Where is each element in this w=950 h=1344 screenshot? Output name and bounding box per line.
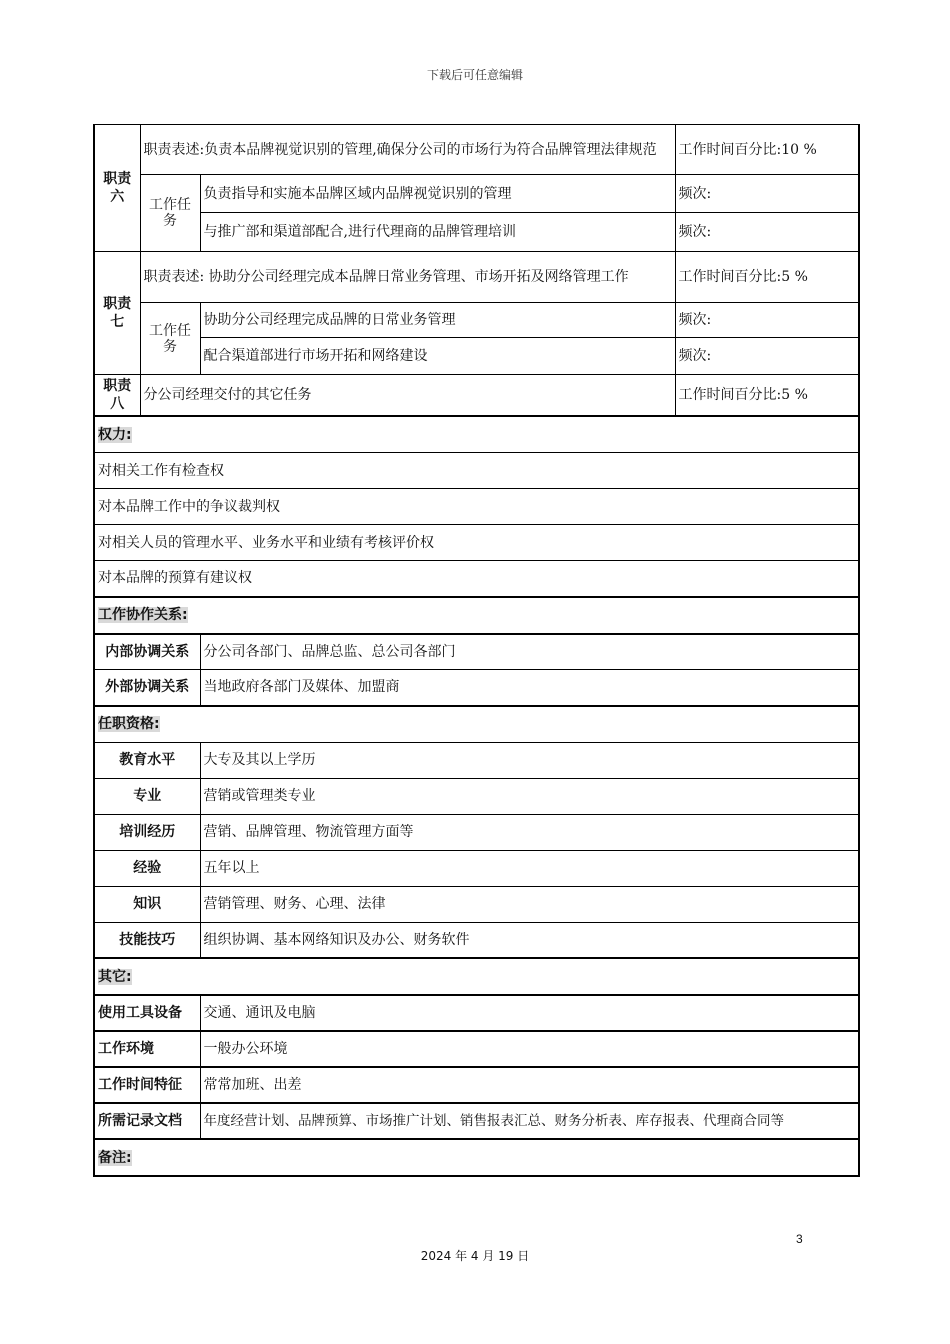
- relation-value-internal: 分公司各部门、品牌总监、总公司各部门: [200, 634, 859, 670]
- other-value-environment: 一般办公环境: [200, 1031, 859, 1067]
- qualification-value-experience: 五年以上: [200, 850, 859, 886]
- qualification-row: [94, 886, 859, 922]
- relation-label-internal: 内部协调关系: [94, 634, 200, 670]
- authority-item-4: 对本品牌的预算有建议权: [94, 561, 859, 597]
- duty-8-description: 分公司经理交付的其它任务: [140, 375, 675, 417]
- authority-title: 权力:: [98, 426, 132, 443]
- qualification-value-education: 大专及其以上学历: [200, 742, 859, 778]
- duty-7-description-row: [94, 252, 859, 303]
- qualifications-title: 任职资格:: [98, 716, 160, 732]
- qualification-label-training: 培训经历: [94, 814, 200, 850]
- qualification-row: [94, 850, 859, 886]
- qualification-row: [94, 814, 859, 850]
- authority-row: [94, 561, 859, 597]
- duty-6-task-label: 工作任务: [140, 175, 200, 252]
- other-row: [94, 995, 859, 1031]
- other-label-documents: 所需记录文档: [94, 1103, 200, 1139]
- other-value-documents: 年度经营计划、品牌预算、市场推广计划、销售报表汇总、财务分析表、库存报表、代理商合同等: [200, 1103, 859, 1139]
- duty-7-description: 职责表述: 协助分公司经理完成本品牌日常业务管理、市场开拓及网络管理工作: [140, 252, 675, 303]
- qualification-label-knowledge: 知识: [94, 886, 200, 922]
- duty-7-task-2: 配合渠道部进行市场开拓和网络建设: [200, 338, 675, 375]
- qualifications-section-header: [94, 706, 859, 743]
- authority-item-1: 对相关工作有检查权: [94, 453, 859, 489]
- duty-7-task-1: 协助分公司经理完成品牌的日常业务管理: [200, 303, 675, 338]
- duty-7-task-label: 工作任务: [140, 303, 200, 375]
- duty-6-task-2-freq: 频次:: [675, 213, 859, 252]
- others-title: 其它:: [98, 968, 132, 985]
- authority-row: [94, 525, 859, 561]
- other-label-tools: 使用工具设备: [94, 995, 200, 1031]
- qualification-value-knowledge: 营销管理、财务、心理、法律: [200, 886, 859, 922]
- relations-section-header: [94, 597, 859, 634]
- duty-7-task-row: [94, 303, 859, 338]
- duty-6-label: 职责六: [94, 125, 140, 252]
- other-label-hours: 工作时间特征: [94, 1067, 200, 1103]
- other-row: [94, 1031, 859, 1067]
- duty-6-task-2: 与推广部和渠道部配合,进行代理商的品牌管理培训: [200, 213, 675, 252]
- duty-7-percent: 工作时间百分比:5 %: [675, 252, 859, 303]
- duty-6-description-row: [94, 125, 859, 175]
- other-label-environment: 工作环境: [94, 1031, 200, 1067]
- duty-6-task-1-freq: 频次:: [675, 175, 859, 213]
- other-value-hours: 常常加班、出差: [200, 1067, 859, 1103]
- authority-row: [94, 453, 859, 489]
- qualification-row: [94, 778, 859, 814]
- duty-7-task-2-freq: 频次:: [675, 338, 859, 375]
- authority-item-2: 对本品牌工作中的争议裁判权: [94, 489, 859, 525]
- duty-6-percent: 工作时间百分比:10 %: [675, 125, 859, 175]
- duty-7-label: 职责七: [94, 252, 140, 375]
- other-row: [94, 1103, 859, 1139]
- authority-section-header: [94, 416, 859, 453]
- qualification-value-training: 营销、品牌管理、物流管理方面等: [200, 814, 859, 850]
- duty-6-task-row: [94, 213, 859, 252]
- duty-6-description: 职责表述:负责本品牌视觉识别的管理,确保分公司的市场行为符合品牌管理法律规范: [140, 125, 675, 175]
- qualification-row: [94, 922, 859, 958]
- relation-row: [94, 634, 859, 670]
- relation-label-external: 外部协调关系: [94, 670, 200, 706]
- qualification-row: [94, 742, 859, 778]
- authority-row: [94, 489, 859, 525]
- relation-row: [94, 670, 859, 706]
- other-value-tools: 交通、通讯及电脑: [200, 995, 859, 1031]
- duty-8-percent: 工作时间百分比:5 %: [675, 375, 859, 417]
- footer-date: 2024 年 4 月 19 日: [420, 1249, 530, 1263]
- duty-7-task-row: [94, 338, 859, 375]
- qualification-label-major: 专业: [94, 778, 200, 814]
- qualification-label-education: 教育水平: [94, 742, 200, 778]
- duty-8-label: 职责八: [94, 375, 140, 417]
- qualification-value-skills: 组织协调、基本网络知识及办公、财务软件: [200, 922, 859, 958]
- qualification-value-major: 营销或管理类专业: [200, 778, 859, 814]
- duty-6-task-row: [94, 175, 859, 213]
- duty-6-task-1: 负责指导和实施本品牌区域内品牌视觉识别的管理: [200, 175, 675, 213]
- other-row: [94, 1067, 859, 1103]
- duty-8-row: [94, 375, 859, 417]
- page-number: 3: [796, 1232, 803, 1246]
- qualification-label-experience: 经验: [94, 850, 200, 886]
- remarks-title: 备注:: [98, 1149, 132, 1166]
- others-section-header: [94, 958, 859, 995]
- relations-title: 工作协作关系:: [98, 607, 188, 623]
- duty-7-task-1-freq: 频次:: [675, 303, 859, 338]
- qualification-label-skills: 技能技巧: [94, 922, 200, 958]
- header-note: 下载后可任意编辑: [426, 68, 523, 82]
- job-description-table: [93, 124, 858, 1177]
- relation-value-external: 当地政府各部门及媒体、加盟商: [200, 670, 859, 706]
- authority-item-3: 对相关人员的管理水平、业务水平和业绩有考核评价权: [94, 525, 859, 561]
- remarks-section-header: [94, 1139, 859, 1176]
